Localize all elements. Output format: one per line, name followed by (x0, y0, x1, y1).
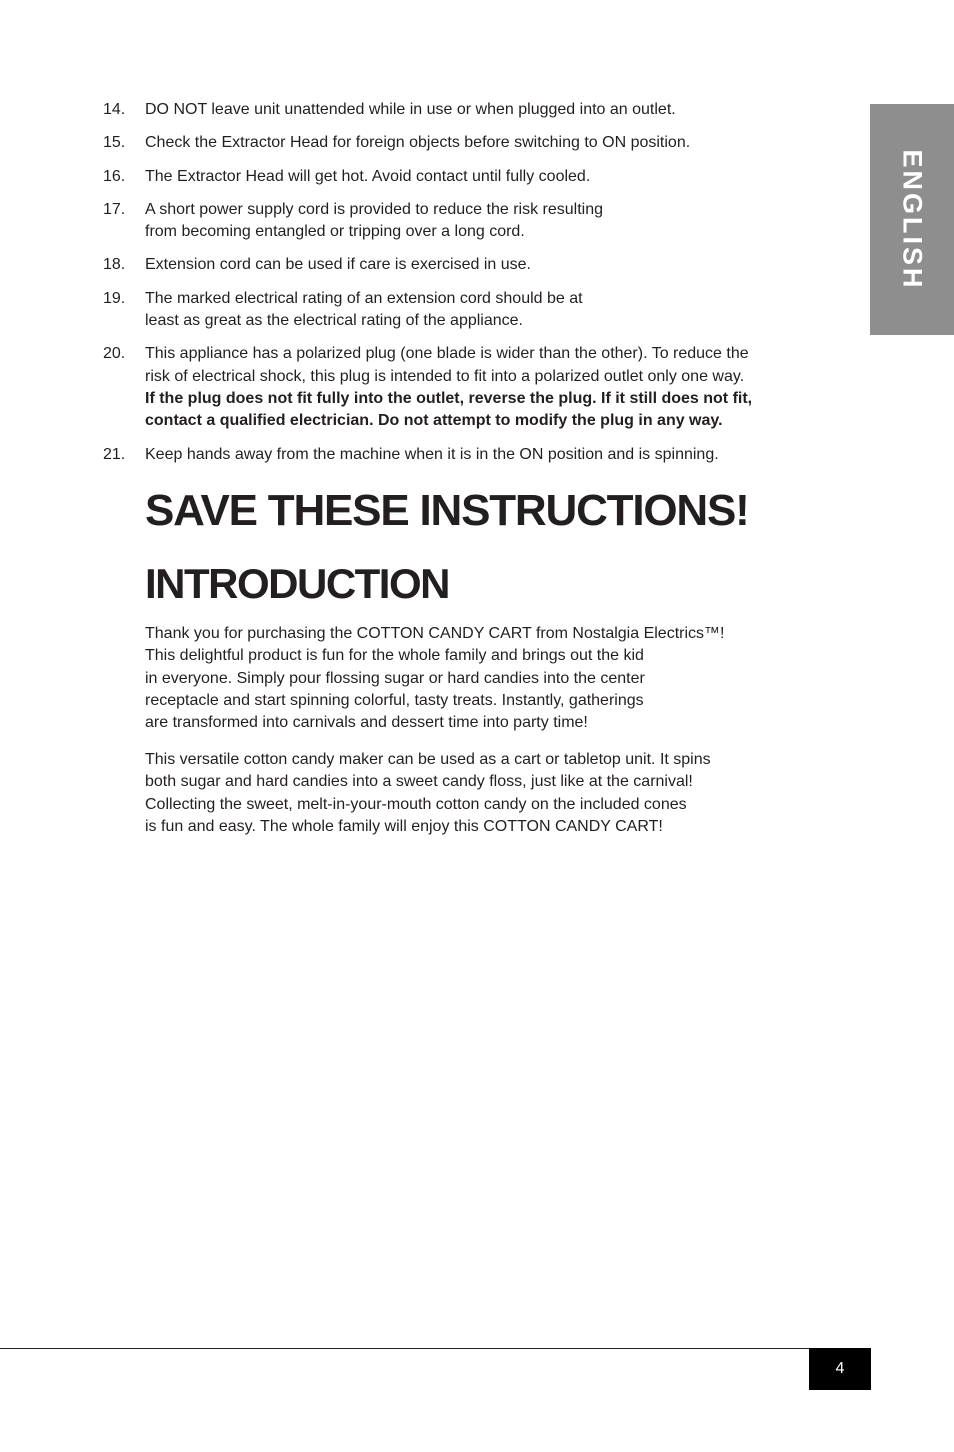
list-item-number: 20. (103, 345, 126, 363)
list-item-line: from becoming entangled or tripping over a long cord. (145, 223, 525, 241)
paragraph-line: This delightful product is fun for the whole family and brings out the kid (145, 647, 644, 665)
list-item-line: This appliance has a polarized plug (one blade is wider than the other). To reduce the (145, 345, 749, 363)
list-item-warning-line: contact a qualified electrician. Do not attempt to modify the plug in any way. (145, 412, 723, 430)
list-item-text (145, 444, 823, 466)
paragraph-line: are transformed into carnivals and dessert time into party time! (145, 714, 588, 732)
list-item (103, 132, 823, 154)
save-instructions-heading: SAVE THESE INSTRUCTIONS! (145, 486, 749, 535)
paragraph-line: Collecting the sweet, melt-in-your-mouth cotton candy on the included cones (145, 795, 687, 813)
list-item-line: Keep hands away from the machine when it is in the ON position and is spinning. (145, 445, 719, 463)
paragraph-line: Thank you for purchasing the COTTON CANDY CART from Nostalgia Electrics™! (145, 625, 725, 642)
list-item-text (145, 166, 823, 188)
list-item-line: risk of electrical shock, this plug is intended to fit into a polarized outlet only one way. (145, 367, 745, 385)
intro-paragraph-1 (145, 623, 765, 734)
list-item-number: 19. (103, 289, 126, 307)
list-item-line: The Extractor Head will get hot. Avoid contact until fully cooled. (145, 167, 591, 185)
list-item-text (145, 288, 823, 333)
list-item (103, 199, 823, 244)
list-item (103, 288, 823, 333)
language-tab (870, 104, 954, 335)
paragraph-line: both sugar and hard candies into a sweet candy floss, just like at the carnival! (145, 773, 693, 791)
list-item (103, 166, 823, 188)
list-item-warning-line: If the plug does not fit fully into the outlet, reverse the plug. If it still does not fit, (145, 389, 753, 407)
introduction-heading: INTRODUCTION (145, 560, 449, 607)
paragraph-line: in everyone. Simply pour flossing sugar or hard candies into the center (145, 669, 645, 687)
paragraph-line: This versatile cotton candy maker can be used as a cart or tabletop unit. It spins (145, 751, 711, 768)
paragraph-line: is fun and easy. The whole family will enjoy this COTTON CANDY CART! (145, 817, 663, 835)
list-item-number: 14. (103, 101, 126, 118)
list-item-line: Check the Extractor Head for foreign objects before switching to ON position. (145, 134, 691, 152)
paragraph-line: receptacle and start spinning colorful, tasty treats. Instantly, gatherings (145, 691, 644, 709)
list-item-number: 17. (103, 200, 126, 218)
list-item-line: Extension cord can be used if care is exercised in use. (145, 256, 531, 274)
list-item-line: A short power supply cord is provided to reduce the risk resulting (145, 200, 604, 218)
list-item-number: 16. (103, 167, 126, 185)
language-tab-label: ENGLISH (897, 148, 928, 291)
list-item (103, 254, 823, 276)
list-item-text (145, 132, 823, 154)
list-item (103, 444, 823, 466)
list-item-number: 15. (103, 134, 126, 152)
page-number: 4 (809, 1348, 871, 1390)
intro-paragraph-2 (145, 749, 765, 838)
list-item-line: least as great as the electrical rating of the appliance. (145, 312, 523, 330)
list-item (103, 99, 823, 121)
list-item-text (145, 199, 823, 244)
list-item-line: The marked electrical rating of an extension cord should be at (145, 289, 583, 307)
list-item-number: 18. (103, 256, 126, 274)
list-item-text (145, 99, 823, 121)
list-item-text (145, 343, 823, 432)
list-item-line: DO NOT leave unit unattended while in use or when plugged into an outlet. (145, 101, 676, 118)
safety-instructions-list (103, 99, 823, 477)
footer-rule (0, 1348, 870, 1349)
list-item-text (145, 254, 823, 276)
list-item (103, 343, 823, 432)
list-item-number: 21. (103, 445, 126, 463)
